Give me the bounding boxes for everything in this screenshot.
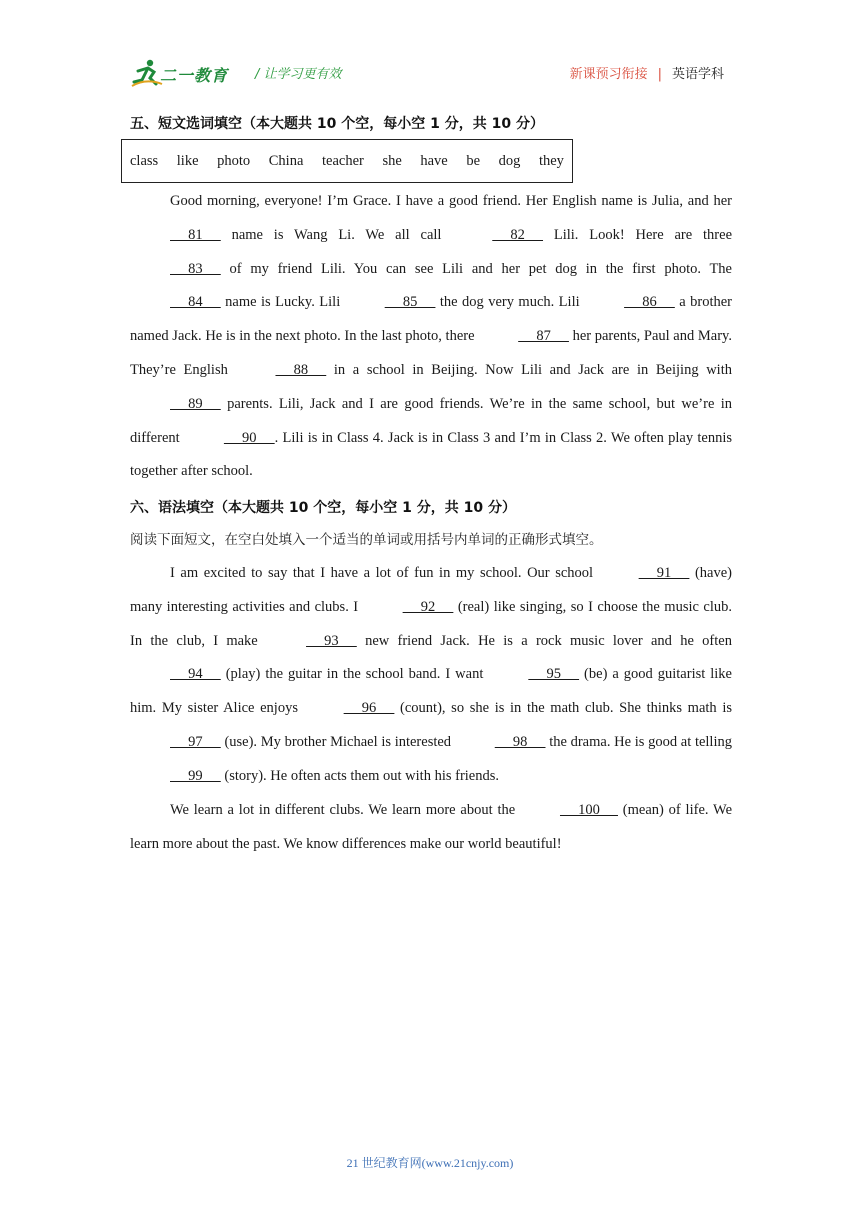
answer-blank: 97	[170, 733, 221, 750]
passage-text: (real) like singing, so I choose the music club. In the club, I make	[130, 598, 732, 649]
word-bank-item: be	[466, 152, 481, 169]
answer-blank: 83	[170, 260, 221, 277]
answer-blank: 82	[492, 226, 544, 243]
answer-blank: 91	[638, 565, 690, 581]
subject-label: 英语学科	[671, 67, 724, 82]
page-footer: 21 世纪教育网(www.21cnjy.com)	[346, 1156, 514, 1170]
answer-blank: 81	[170, 226, 221, 243]
passage-text: the dog very much. Lili	[435, 294, 585, 311]
passage-text: (mean) of life. We learn more about the past. We know differences make our world beautiful!	[130, 802, 733, 852]
header-subject	[570, 63, 724, 82]
passage-text: (be) a good guitarist like him. My sister Alice enjoys	[130, 666, 732, 717]
course-label: 新课预习衔接	[569, 67, 648, 82]
answer-blank: 100	[559, 802, 618, 818]
answer-blank: 98	[494, 733, 546, 750]
passage-text: in a school in Beijing. Now Lili and Jack are in Beijing with	[326, 361, 732, 378]
word-bank-item: they	[538, 152, 564, 169]
passage-text: parents. Lili, Jack and I are good friends. We’re in the same school, but we’re in different	[130, 395, 732, 446]
word-bank-item: like	[176, 152, 199, 169]
word-bank-item: have	[420, 152, 448, 169]
passage-text: name is Lucky. Lili	[220, 294, 345, 311]
section6-passage-2	[130, 794, 732, 862]
answer-blank: 99	[170, 767, 221, 784]
section6-instruction: 阅读下面短文，在空白处填入一个适当的单词或用括号内单词的正确形式填空。	[130, 532, 603, 548]
answer-blank: 88	[275, 361, 327, 378]
header-separator: |	[657, 67, 662, 82]
passage-text: the drama. He is good at telling	[545, 733, 732, 750]
passage-text: Lili. Look! Here are three	[543, 226, 732, 243]
answer-blank: 92	[402, 598, 454, 615]
passage-text: a brother named Jack. He is in the next photo. In the last photo, there	[130, 294, 733, 345]
passage-text: I am excited to say that I have a lot of fun in my school. Our school	[170, 565, 599, 581]
answer-blank: 95	[528, 666, 580, 683]
passage-text: name is Wang Li. We all call	[220, 226, 453, 243]
brand-logo	[130, 58, 245, 88]
passage-text: . Lili is in Class 4. Jack is in Class 3 and I’m in Class 2. We often play tennis together after school.	[130, 429, 732, 480]
passage-text: (count), so she is in the math club. She thinks math is	[394, 700, 732, 717]
runner-logo-icon	[130, 58, 164, 88]
passage-text: her parents, Paul and Mary. They’re English	[130, 328, 732, 378]
answer-blank: 86	[624, 294, 675, 311]
answer-blank: 90	[223, 429, 275, 446]
passage-text: (play) the guitar in the school band. I want	[220, 666, 489, 683]
answer-blank: 96	[343, 700, 395, 717]
word-bank-item: China	[268, 152, 304, 169]
answer-blank: 93	[306, 632, 357, 649]
answer-blank: 94	[170, 666, 221, 683]
answer-blank: 89	[170, 395, 221, 412]
word-bank-item: class	[130, 152, 159, 169]
passage-text: Good morning, everyone! I’m Grace. I have a good friend. Her English name is Julia, and her	[170, 193, 732, 209]
answer-blank: 84	[170, 294, 221, 311]
word-bank-item: she	[382, 152, 402, 169]
word-bank	[121, 139, 573, 183]
section5-title: 五、短文选词填空（本大题共 10 个空，每小空 1 分，共 10 分）	[130, 116, 544, 132]
section6-passage-1	[130, 557, 732, 794]
word-bank-item: photo	[217, 152, 251, 169]
section6-title: 六、语法填空（本大题共 10 个空，每小空 1 分，共 10 分）	[130, 500, 516, 516]
answer-blank: 87	[518, 328, 569, 345]
brand-name: 二一教育	[160, 66, 229, 85]
word-bank-item: teacher	[321, 152, 364, 169]
passage-text: (story). He often acts them out with his friends.	[220, 767, 500, 784]
passage-text: (have) many interesting activities and clubs. I	[130, 565, 732, 615]
passage-text: (use). My brother Michael is interested	[220, 733, 455, 750]
page-header	[130, 58, 732, 88]
word-bank-item: dog	[498, 152, 521, 169]
section5-passage	[130, 185, 732, 489]
answer-blank: 85	[384, 294, 436, 311]
passage-text: new friend Jack. He is a rock music lover and he often	[356, 632, 732, 649]
passage-text: of my friend Lili. You can see Lili and her pet dog in the first photo. The	[220, 260, 732, 277]
passage-text: We learn a lot in different clubs. We learn more about the	[170, 802, 520, 818]
slogan: / 让学习更有效	[255, 67, 342, 82]
